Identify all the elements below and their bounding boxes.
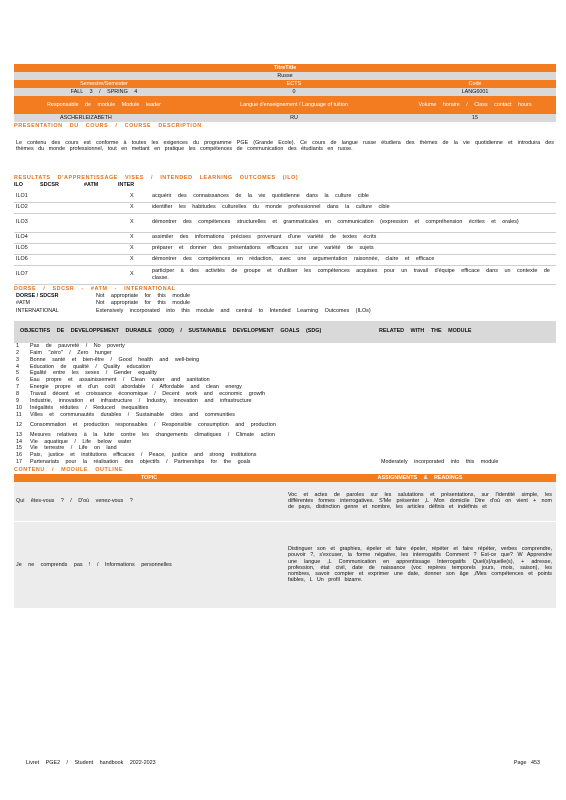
sdg-text: Villes et communautés durables / Sustainable cities and communities (30, 411, 235, 418)
responsable-value: ASCHERLEIZABETH (60, 115, 112, 121)
contenu-header-row (14, 474, 556, 482)
table-row (14, 363, 556, 370)
semester-value: FALL 3 / SPRING 4 (70, 89, 138, 95)
sdg-number: 7 (16, 384, 19, 391)
course-language: Russe (277, 73, 293, 79)
sdg-table (14, 343, 556, 466)
page-label: Page (513, 760, 527, 766)
tuition-language-value: RU (290, 115, 298, 121)
semester-header-row (14, 80, 556, 88)
semester-value-row (14, 88, 556, 96)
contenu-heading: CONTENU / MODULE OUTLINE (14, 466, 124, 473)
sdg-text: Inégalités réduites / Reduced inequalities (30, 404, 149, 411)
leader-header-row (14, 96, 556, 114)
title-bar (14, 64, 556, 72)
sdg-text: Egalité entre les sexes / Gender equality (30, 370, 157, 377)
table-row (14, 232, 556, 243)
ilo-id: ILO4 (14, 232, 40, 243)
table-row (14, 191, 556, 202)
sdg-related (379, 363, 556, 370)
dorse-table (14, 293, 556, 316)
table-row (14, 384, 556, 391)
table-row (14, 300, 556, 307)
sdg-text: Travail décent et croissance économique / Decent work and economic growth (30, 391, 265, 398)
course-title: TitreTitle (273, 65, 297, 71)
ects-value: 0 (292, 89, 296, 95)
ilo-table (14, 191, 556, 285)
topic-label: TOPIC (140, 474, 158, 481)
ilo-mark: X (128, 265, 150, 284)
ilo-col-sdcsr: SDCSR (40, 182, 59, 188)
sdg-text: Mesures relatives à la lutte contre les changements climatiques / Climate action (30, 431, 275, 438)
sdg-related (379, 384, 556, 391)
sdg-text: Energie propre et d'un coût abordable / Affordable and clean energy (30, 384, 242, 391)
list-item (14, 522, 556, 608)
footer-page (514, 760, 540, 766)
sdg-related (379, 431, 556, 438)
sdg-number: 4 (16, 363, 19, 370)
sdg-number: 17 (16, 459, 22, 466)
table-row (14, 405, 556, 412)
ilo-mark: X (128, 232, 150, 243)
table-row (14, 452, 556, 459)
ilo-id: ILO3 (14, 213, 40, 232)
table-row (14, 349, 556, 356)
dorse-label: DORSE / SDCSR (16, 292, 59, 299)
hours-value: 15 (472, 115, 478, 121)
topic-text: Qui êtes-vous ? / D'où venez-vous ? (16, 498, 133, 505)
sdg-related (379, 445, 556, 452)
sdg-text: Education de qualité / Quality education (30, 363, 150, 370)
sdg-related (379, 370, 556, 377)
ilo-mark: X (128, 243, 150, 254)
sdg-number: 1 (16, 342, 19, 349)
dorse-label: #ATM (16, 299, 30, 306)
sdg-related: Moderately incorporated into this module (381, 459, 499, 466)
sdg-text: Vie terrestre / Life on land (30, 445, 117, 452)
table-row (14, 391, 556, 398)
ilo-mark: X (128, 191, 150, 202)
code-value: LANG6001 (461, 89, 489, 95)
ilo-text: participer à des activités de groupe et d'utiliser les compétences acquises pour un travail d'équipe efficace dans un contexte de classe. (150, 265, 556, 284)
table-row (14, 431, 556, 438)
page-footer (26, 760, 540, 766)
page-number: 453 (531, 760, 540, 766)
ilo-id: ILO2 (14, 202, 40, 213)
semester-label: Semestre/Semester (80, 81, 128, 87)
ilo-col-atm: #ATM (84, 182, 99, 188)
sdg-heading: OBJECTIFS DE DEVELOPPEMENT DURABLE (ODD) / SUSTAINABLE DEVELOPMENT GOALS (SDG) (20, 328, 322, 335)
table-row (14, 445, 556, 452)
sdg-number: 8 (16, 391, 19, 398)
sdg-text: Paix, justice et institutions efficaces / Peace, justice and strong institutions (30, 452, 257, 459)
table-row (14, 438, 556, 445)
ects-label: ECTS (286, 81, 302, 87)
hours-label: Volume horaire / Class contact hours (418, 101, 532, 108)
course-sheet (14, 64, 556, 608)
topic-text: Je ne comprends pas ! / Informations personnelles (16, 561, 172, 568)
sdg-related (379, 343, 556, 350)
ilo-id: ILO1 (14, 191, 40, 202)
sdg-text: Eau propre et assainissement / Clean water and sanitation (30, 377, 210, 384)
sdg-number: 13 (16, 431, 22, 438)
sdg-text: Pas de pauvreté / No poverty (30, 342, 125, 349)
table-row (14, 377, 556, 384)
table-row (14, 243, 556, 254)
sdg-text: Bonne santé et bien-être / Good health and well-being (30, 356, 200, 363)
assignments-label: ASSIGNMENTS & READINGS (377, 474, 463, 481)
sdg-number: 16 (16, 452, 22, 459)
sdg-text: Consommation et production responsables / Responsible consumption and production (30, 421, 276, 428)
sdg-related (379, 356, 556, 363)
footer-handbook: Livret PGE2 / Student handbook 2022-2023 (26, 760, 156, 766)
sdg-number: 12 (16, 421, 22, 428)
sdg-number: 3 (16, 356, 19, 363)
table-row (14, 459, 556, 466)
sdg-text: Partenariats pour la réalisation des objectifs / Partnerships for the goals (30, 459, 251, 466)
ilo-col-inter: INTER (118, 182, 135, 188)
ilo-text: démontrer des compétences en rédaction, avec une argumentation raisonnée, claire et efficace (150, 254, 556, 265)
ilo-text: assimiler des informations précises provenant d'une variété de textes écrits (150, 232, 556, 243)
sdg-related (379, 398, 556, 405)
sdg-number: 6 (16, 377, 19, 384)
table-row (14, 213, 556, 232)
sdg-related (379, 411, 556, 418)
sdg-related (379, 349, 556, 356)
table-row (14, 265, 556, 284)
table-row (14, 418, 556, 431)
assignment-text: Distinguer son et graphies, épeler et faire épeler, répéter et faire répéter, verbes comprendre, pouvoir ?, s'excuser, la forme négative, les interrogatifs Comment ? Est-ce que? W Apprendre une langue ,L Communication en apprentissage Interrogatifs Quel(s)/quelle(s), + adresse, profession, état civil, date de naissance (voc repères temporels jours, mois, saison), les nombres, savoir compter et exprimer une date, donner son âge ,/Mes compétences et points faibles, L Un profil bizarre. (288, 546, 552, 584)
table-row (14, 411, 556, 418)
sdg-related (379, 438, 556, 445)
sdg-number: 14 (16, 438, 22, 445)
sdg-number: 5 (16, 370, 19, 377)
ilo-col-ilo: ILO (14, 182, 23, 188)
sdg-related (379, 452, 556, 459)
table-row (14, 307, 556, 316)
ilo-mark: X (128, 213, 150, 232)
table-row (14, 370, 556, 377)
ilo-id: ILO7 (14, 265, 40, 284)
ilo-mark: X (128, 202, 150, 213)
table-row (14, 293, 556, 300)
dorse-value: Extensively incorporated into this module and central to Intended Learning Outcomes (ILOs) (96, 307, 371, 314)
sdg-number: 9 (16, 397, 19, 404)
leader-value-row (14, 114, 556, 122)
sdg-related (379, 405, 556, 412)
table-row (14, 343, 556, 350)
language-bar (14, 72, 556, 80)
sdg-text: Faim "zéro" / Zero hunger (30, 349, 112, 356)
sdg-text: Industrie, innovation et infrastructure / Industry, innovation and infrastructure (30, 397, 252, 404)
sdg-related (379, 418, 556, 431)
sdg-related-label: RELATED WITH THE MODULE (379, 328, 472, 335)
table-row (14, 202, 556, 213)
ilo-text: préparer et donner des présentations efficaces sur une variété de sujets (150, 243, 556, 254)
table-row (14, 356, 556, 363)
ilo-columns (14, 182, 556, 191)
sdg-header (14, 321, 556, 343)
sdg-related (379, 377, 556, 384)
sdg-text: Vie aquatique / Life below water (30, 438, 132, 445)
ilo-heading: RESULTATS D'APPRENTISSAGE VISES / INTENDED LEARNING OUTCOMES (ILO) (14, 175, 299, 181)
sdg-number: 11 (16, 411, 22, 418)
sdg-number: 15 (16, 445, 22, 452)
ilo-id: ILO5 (14, 243, 40, 254)
presentation-heading: PRESENTATION DU COURS / COURSE DESCRIPTION (14, 123, 202, 129)
presentation-text: Le contenu des cours est conforme à toutes les exigences du programme PGE (Grande Ecole). Ce cours de langue russe étudiera des thèmes de la vie quotidienne et introduira des thèmes du monde professionnel, tout en mettant en pratique les compétences de communication des étudiants en russe. (16, 140, 554, 153)
dorse-value: Not appropriate for this module (96, 292, 191, 299)
dorse-heading: DORSE / SDCSR - #ATM - INTERNATIONAL (14, 285, 176, 292)
dorse-label: INTERNATIONAL (16, 307, 59, 314)
assignment-text: Voc et actes de paroles sur les salutations et présentations, sur l'identité simple, les différentes formes interrogatives. S'Me présenter ,L Mon domicile Dire d'où on vient + nom de pays, distinction genre et nombre, les articles définis et indéfinis et (288, 491, 552, 511)
code-label: Code (468, 81, 482, 87)
ilo-text: démontrer des compétences structurelles et grammaticales en communication (expression et compréhension écrites et orales) (150, 213, 556, 232)
ilo-id: ILO6 (14, 254, 40, 265)
sdg-number: 10 (16, 404, 22, 411)
table-row (14, 398, 556, 405)
dorse-value: Not appropriate for this module (96, 299, 191, 306)
sdg-related (379, 391, 556, 398)
sdg-number: 2 (16, 349, 19, 356)
ilo-text: acquérir des connaissances de la vie quotidienne dans la culture cible (150, 191, 556, 202)
table-row (14, 254, 556, 265)
ilo-mark: X (128, 254, 150, 265)
ilo-text: identifier les habitudes culturelles du monde professionnel dans la culture cible (150, 202, 556, 213)
responsable-label: Responsable de module Module leader (47, 101, 161, 108)
tuition-language-label: Langue d'enseignement / Language of tuition (240, 101, 348, 108)
list-item (14, 482, 556, 522)
